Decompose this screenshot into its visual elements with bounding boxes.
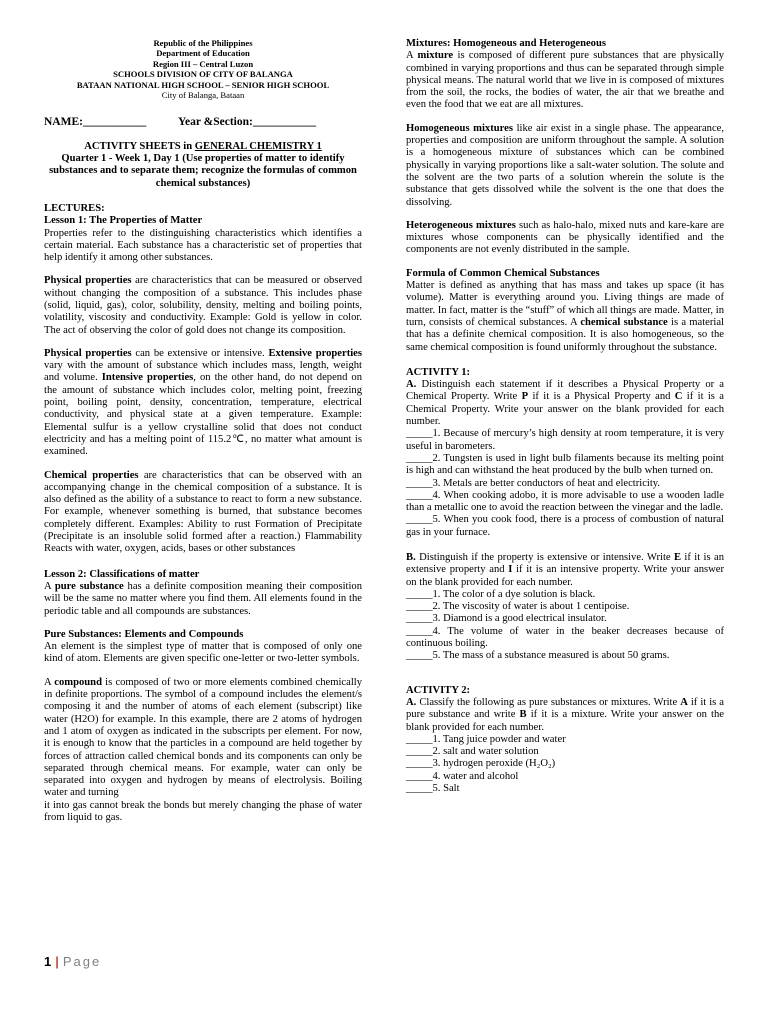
part-label: B.: [406, 551, 416, 563]
part-label: A.: [406, 696, 417, 708]
title-quarter: Quarter 1 - Week 1, Day 1 (Use properties of matter to identify substances and to separate them; recognize the formulas of common chemical substances): [49, 153, 357, 189]
lesson1-heading: Lesson 1: The Properties of Matter: [44, 215, 203, 227]
mixtures-heading: Mixtures: Homogeneous and Heterogeneous: [406, 38, 606, 49]
text: if it is a Physical Property and: [528, 391, 675, 403]
text: Distinguish if the property is extensive or intensive. Write: [415, 551, 674, 563]
page-word: Page: [62, 954, 102, 969]
code-letter: P: [521, 391, 529, 403]
paragraph: [406, 280, 724, 354]
term: compound: [54, 676, 102, 688]
page-footer: [44, 954, 101, 969]
formula-heading: Formula of Common Chemical Substances: [406, 267, 600, 279]
paragraph: it into gas cannot break the bonds but merely changing the phase of water from liquid to gas.: [44, 799, 362, 823]
activity1-heading: ACTIVITY 1:: [406, 366, 471, 378]
header-line: Department of Education: [156, 48, 250, 59]
activity-item: _____1. Tang juice powder and water: [406, 733, 566, 745]
instructions: [406, 697, 724, 734]
paragraph: [44, 677, 362, 800]
text: A: [44, 676, 55, 688]
text: Reacts with water, oxygen, acids, bases or other substances: [44, 543, 296, 555]
header-line: BATAAN NATIONAL HIGH SCHOOL – SENIOR HIGH SCHOOL: [76, 79, 330, 90]
paragraph: [44, 581, 362, 618]
text: Formation of Precipitate (Precipitate is an insoluble solid formed after a reaction.): [44, 518, 362, 543]
activity-item: _____1. The color of a dye solution is black.: [406, 588, 596, 600]
text: Flammability: [304, 531, 362, 543]
code-letter: A: [680, 696, 688, 708]
paragraph: [406, 50, 724, 111]
header-city: City of Balanga, Bataan: [161, 90, 245, 101]
paragraph: [44, 470, 362, 556]
lesson2-heading: Lesson 2: Classifications of matter: [44, 568, 200, 580]
header-line: Region III – Central Luzon: [152, 58, 254, 69]
footer-separator: |: [55, 954, 59, 969]
term: Homogeneous mixtures: [406, 122, 513, 134]
instructions: [406, 379, 724, 428]
title-prefix: ACTIVITY SHEETS in: [84, 140, 195, 152]
paragraph: [44, 348, 362, 459]
code-letter: B: [519, 709, 527, 721]
paragraph: Properties refer to the distinguishing characteristics which identifies a certain material. Each substance has a characteristic set of properties that help identify it among other substances.: [44, 227, 362, 264]
text: if it is a Chemical Property. Write your answer on the blank provided for each number.: [406, 391, 724, 428]
pure-substances-heading: Pure Substances: Elements and Compounds: [44, 628, 244, 640]
activity-item: _____2. The viscosity of water is about 1 centipoise.: [406, 601, 630, 613]
text: has a definite composition meaning their composition will be the same no matter where you find them. All elements found in the periodic table and all compounds are substances.: [44, 580, 362, 617]
term: pure substance: [54, 580, 124, 592]
text: Ability to rust: [187, 518, 255, 530]
text: can be extensive or intensive.: [131, 347, 269, 359]
text: A: [44, 580, 55, 592]
right-column: [406, 38, 724, 795]
text: vary with the amount of substance which includes mass, length, weight and volume.: [44, 360, 362, 384]
paragraph: An element is the simplest type of matter that is composed of only one kind of atom. Elements are given specific one-letter or two-letter symbols.: [44, 641, 362, 665]
term: Physical properties: [44, 347, 132, 359]
text: are characteristics that can be measured or observed without changing the composition of a substance. This includes phase (solid, liquid, gas), color, solubility, density, melting and boiling points, volatility, viscosity and conductivity. Example: Gold is yellow in color. The act of observing the color of gold does not change its composition.: [44, 275, 362, 336]
text: is composed of two or more elements combined chemically in definite proportions. The symbol of a compound includes the element/s composing it and the number of atoms of each element (subscript) like water (H2O) for example. In this example, there are 2 atoms of hydrogen and 1 atom of oxygen as indicated in the subscripts per element. For now, it is enough to know that the particles in a compound are held together by forces of attraction called chemical bonds and its components can only be separated through chemical means. For example, water can only be separated into oxygen and hydrogen by means of electrolysis. Boiling water and turning: [44, 676, 363, 799]
text: if it is an extensive property and: [406, 551, 724, 576]
term: mixture: [417, 50, 454, 62]
activity-item: _____5. When you cook food, there is a process of combustion of natural gas in your furnace.: [406, 514, 724, 538]
activity-item: _____5. The mass of a substance measured is about 50 grams.: [406, 650, 670, 662]
activity2-heading: ACTIVITY 2:: [406, 684, 471, 696]
activity-item: _____5. Salt: [406, 783, 460, 795]
activity-item: _____4. The volume of water in the beaker decreases because of continuous boiling.: [406, 625, 724, 650]
activity-item: _____3. Diamond is a good electrical insulator.: [406, 613, 607, 625]
text: is composed of different pure substances that are physically combined in varying proportions and thus can be separated through simple physical means. The natural world that we live in is composed of mixtures from the soil, the rocks, the bodies of water, the air that we breathe and even the food that we eat are all mixtures.: [406, 50, 725, 111]
activity-item: _____2. salt and water solution: [406, 746, 539, 758]
text: , on the other hand, do not depend on the amount of substance which includes color, melting point, freezing point, boiling point, density, concentration, temperature, electrical conductivity, and physical state at a given temperature. Example: Elemental sulfur is a yellow crystalline solid that does not conduct electricity and has a melting point of 115.2℃, no matter what amount is examined.: [44, 372, 362, 458]
activity-item: _____2. Tungsten is used in light bulb filaments because its melting point is high and can withstand the heat produced by the bulb when turned on.: [406, 452, 724, 477]
activity-item: _____4. water and alcohol: [406, 770, 519, 782]
activity-item: _____1. Because of mercury’s high density at room temperature, it is very useful in barometers.: [406, 428, 724, 452]
activity-item: _____4. When cooking adobo, it is more advisable to use a wooden ladle than a metallic one to avoid the reaction between the vinegar and the ladle.: [406, 489, 724, 514]
section-field: Year &Section:___________: [178, 116, 317, 129]
activity-title: [44, 141, 362, 190]
term: Heterogeneous mixtures: [406, 219, 516, 231]
text: Matter is defined as anything that has mass and takes up space (it has volume). Matter is everything around you. Living things are made of matter. In fact, matter is the “stuff” of which all things are made. Matter, in turn, consists of chemical substances. A: [406, 280, 724, 328]
left-column: [44, 38, 362, 824]
text: is a material that has a definite chemical composition. It is also homogeneous, so the same chemical composition is found uniformly throughout the substance.: [406, 316, 724, 353]
school-header: [44, 38, 362, 100]
text: A: [406, 50, 418, 62]
term: chemical substance: [580, 316, 668, 328]
paragraph: [44, 275, 362, 336]
text: are characteristics that can be observed with an accompanying change in the chemical composition of a substance. It is also defined as the ability of a substance to react to form a new substance. For example, whenever something is burned, that substance becomes completely different. Examples:: [44, 469, 362, 530]
text: such as halo-halo, mixed nuts and kare-kare are mixtures whose components can be physically identified and the components are not evenly distributed in the sample.: [406, 219, 725, 256]
activity-item: _____3. hydrogen peroxide (H₂O₂): [406, 758, 556, 770]
text: like air exist in a single phase. The appearance, properties and composition are uniform throughout the sample. A solution is a homogeneous mixture of substances which can be combined physically in varying proportions like a salt-water solution. The solute and the solvent are the two parts of a solution wherein the solute is the substance that gets dissolved while the solvent is the one that does the dissolving.: [406, 122, 724, 208]
text: Classify the following as pure substances or mixtures. Write: [416, 696, 681, 708]
name-field: NAME:___________: [44, 116, 147, 129]
instructions: [406, 552, 724, 589]
name-section-fields: [44, 116, 362, 128]
term: Extensive properties: [268, 347, 362, 359]
part-label: A.: [406, 379, 417, 391]
lectures-heading: LECTURES:: [44, 202, 105, 214]
paragraph: [406, 123, 724, 209]
header-line: SCHOOLS DIVISION OF CITY OF BALANGA: [113, 69, 293, 80]
code-letter: E: [673, 551, 682, 563]
code-letter: I: [508, 564, 513, 576]
title-subject: GENERAL CHEMISTRY 1: [194, 140, 322, 152]
code-letter: C: [674, 391, 683, 403]
term: Intensive properties: [101, 372, 194, 384]
text: if it is a mixture. Write your answer on the blank provided for each number.: [406, 709, 724, 733]
text: if it is an intensive property. Write your answer on the blank provided for each number.: [406, 564, 724, 588]
header-line: Republic of the Philippines: [153, 38, 253, 48]
term: Physical properties: [44, 275, 132, 287]
term: Chemical properties: [44, 469, 139, 481]
page-number: 1: [44, 954, 52, 969]
text: if it is a pure substance and write: [406, 696, 724, 721]
text: Distinguish each statement if it describes a Physical Property or a Chemical Property. Write: [406, 379, 724, 403]
activity-item: _____3. Metals are better conductors of heat and electricity.: [406, 477, 661, 489]
paragraph: [406, 220, 724, 257]
